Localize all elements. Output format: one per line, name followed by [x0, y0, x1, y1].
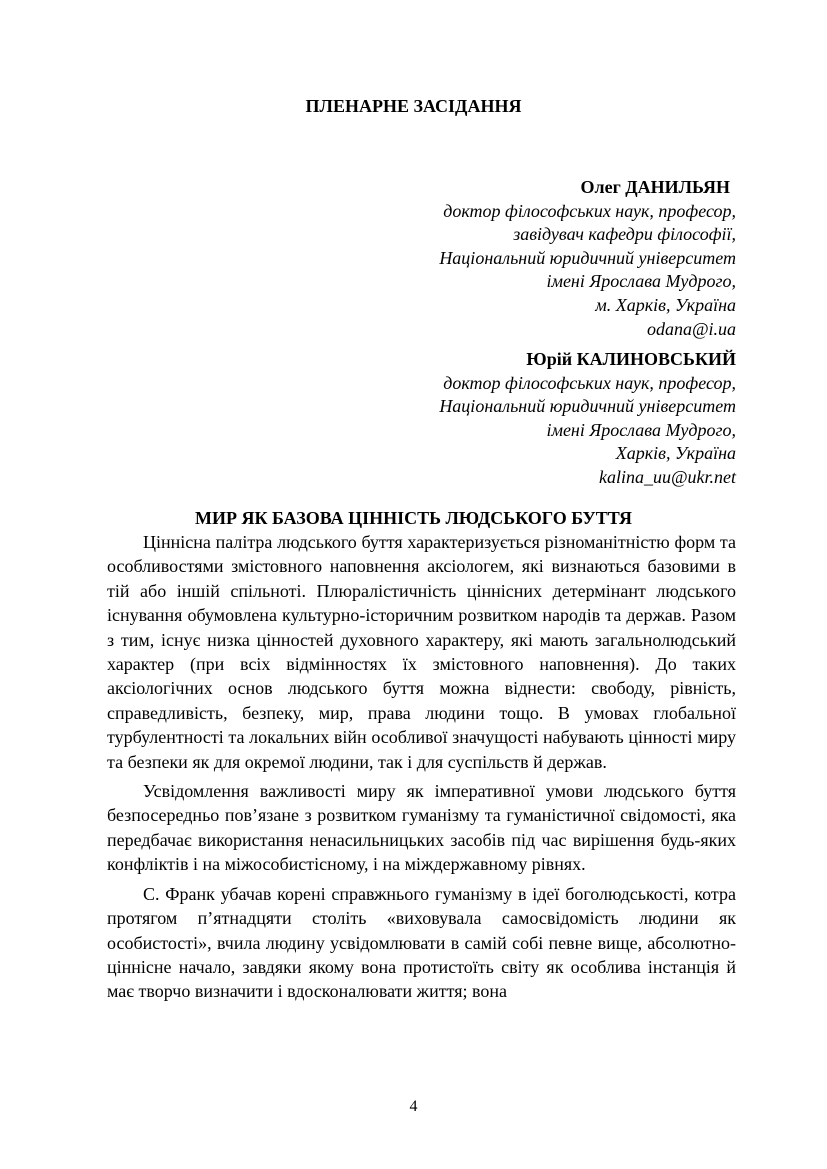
author-institution: Національний юридичний університет: [439, 247, 736, 268]
author-degree: доктор філософських наук, професор,: [443, 200, 736, 221]
author-institution-name: імені Ярослава Мудрого,: [546, 271, 736, 292]
article-title: МИР ЯК БАЗОВА ЦІННІСТЬ ЛЮДСЬКОГО БУТТЯ: [194, 508, 633, 528]
author-location: м. Харків, Україна: [595, 294, 736, 315]
paragraph: Ціннісна палітра людського буття характеризується різноманітністю форм та особливостями змістовного наповнення аксіологем, які визнаються базовими в тій або іншій спільноті. Плюралістичність ціннісних детермінант людського існування обумовлена культурно-історичним розвитком народів та держав. Разом з тим, існує низка цінностей духовного характеру, які мають загальнолюдський характер (при всіх відмінностях їх змістовного наповнення). До таких аксіологічних основ людського буття можна віднести: свободу, рівність, справедливість, безпеку, мир, права людини тощо. В умовах глобальної турбулентності та локальних війн особливої значущості набувають цінності миру та безпеки як для окремої людини, так і для суспільств й держав.: [107, 532, 736, 772]
paragraph: Усвідомлення важливості миру як імперативної умови людського буття безпосередньо пов’язане з розвитком гуманізму та гуманістичної свідомості, яка передбачає використання ненасильницьких засобів під час вирішення будь-яких конфліктів і на міжособистісному, і на міждержавному рівнях.: [107, 781, 736, 875]
author-name: Олег ДАНИЛЬЯН: [580, 177, 730, 197]
author-block-kalynovskyi: [439, 348, 736, 490]
article-body: [107, 530, 736, 1009]
author-name: Юрій КАЛИНОВСЬКИЙ: [526, 349, 736, 369]
author-degree: доктор філософських наук, професор,: [443, 372, 736, 393]
author-email: odana@i.ua: [646, 318, 736, 339]
author-institution: Національний юридичний університет: [439, 396, 736, 417]
author-institution-name: імені Ярослава Мудрого,: [546, 419, 736, 440]
author-location: Харків, Україна: [615, 443, 736, 464]
page-number: 4: [409, 1098, 418, 1115]
author-block-danylian: [439, 176, 736, 341]
paragraph: С. Франк убачав корені справжнього гуманізму в ідеї боголюдськості, котра протягом п’ятнадцяти століть «виховувала самосвідомість людини як особистості», вчила людину усвідомлювати в самій собі певне вище, абсолютно-ціннісне начало, завдяки якому вона протистоїть світу як особлива інстанція й має творчо визначити і вдосконалювати життя; вона: [107, 883, 736, 1002]
author-position: завідувач кафедри філософії,: [513, 224, 736, 245]
section-title: ПЛЕНАРНЕ ЗАСІДАННЯ: [305, 96, 522, 116]
author-email: kalina_uu@ukr.net: [598, 466, 736, 487]
